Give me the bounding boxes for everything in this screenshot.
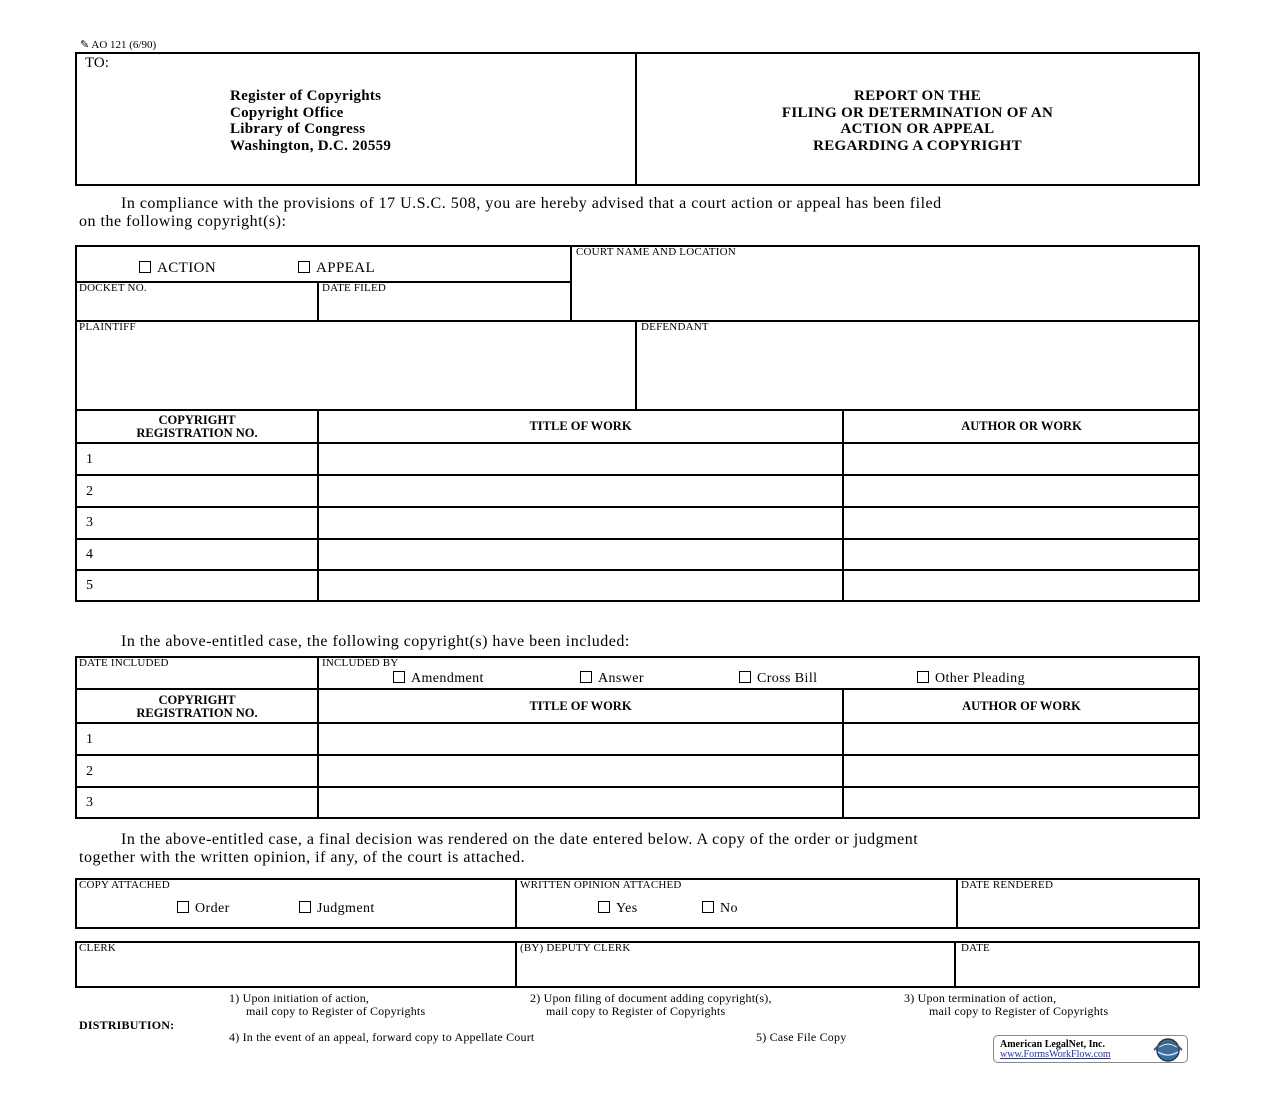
publisher-name: American LegalNet, Inc.: [1000, 1039, 1105, 1050]
address-line: Washington, D.C. 20559: [230, 137, 392, 154]
checkbox-icon: [580, 671, 592, 683]
checkbox-icon: [298, 261, 310, 273]
date-field[interactable]: DATE: [961, 942, 990, 954]
to-label: TO:: [85, 55, 109, 71]
col-author: AUTHOR OR WORK: [961, 419, 1082, 433]
date-rendered-field[interactable]: DATE RENDERED: [961, 879, 1054, 891]
checkbox-icon: [177, 901, 189, 913]
cross-bill-checkbox[interactable]: Cross Bill: [739, 671, 817, 687]
publisher-url[interactable]: www.FormsWorkFlow.com: [1000, 1049, 1111, 1060]
clerk-field[interactable]: CLERK: [79, 942, 117, 954]
col-author: AUTHOR OF WORK: [962, 699, 1081, 713]
distribution-item: 4) In the event of an appeal, forward copy to Appellate Court: [229, 1030, 535, 1044]
checkbox-icon: [739, 671, 751, 683]
plaintiff-field[interactable]: PLAINTIFF: [79, 321, 136, 333]
address-line: Library of Congress: [230, 121, 366, 137]
deputy-clerk-field[interactable]: (BY) DEPUTY CLERK: [520, 942, 631, 954]
distribution-label: DISTRIBUTION:: [79, 1018, 175, 1032]
distribution-item: 3) Upon termination of action, mail copy to Register of Copyrights: [904, 991, 1109, 1018]
table-row-number: 1: [86, 732, 93, 747]
table-row-number: 5: [86, 578, 93, 593]
checkbox-icon: [598, 901, 610, 913]
checkbox-icon: [299, 901, 311, 913]
address-line: Register of Copyrights: [230, 88, 382, 104]
col-title-of-work: TITLE OF WORK: [529, 419, 632, 433]
decision-text: In the above-entitled case, a final decision was rendered on the date entered below. A copy of the order or judgment together with the written opinion, if any, of the court is attached.: [79, 831, 919, 866]
globe-icon: [1151, 1037, 1185, 1063]
address-block: [230, 88, 391, 154]
table-row-number: 3: [86, 795, 93, 810]
answer-checkbox[interactable]: Answer: [580, 671, 644, 687]
table-row-number: 2: [86, 484, 93, 499]
distribution-item: 2) Upon filing of document adding copyright(s), mail copy to Register of Copyrights: [530, 991, 772, 1018]
address-line: Copyright Office: [230, 104, 344, 121]
date-included-field[interactable]: DATE INCLUDED: [79, 657, 169, 669]
compliance-text: In compliance with the provisions of 17 U.S.C. 508, you are hereby advised that a court action or appeal has been filed on the following copyright(s):: [79, 195, 942, 230]
judgment-checkbox[interactable]: Judgment: [299, 901, 375, 917]
appeal-checkbox[interactable]: APPEAL: [298, 260, 375, 277]
amendment-checkbox[interactable]: Amendment: [393, 671, 484, 687]
included-by-label: INCLUDED BY: [322, 657, 399, 669]
table-row-number: 2: [86, 764, 93, 779]
checkbox-icon: [139, 261, 151, 273]
no-checkbox[interactable]: No: [702, 901, 738, 917]
table-row-number: 1: [86, 452, 93, 467]
col-registration-no: COPYRIGHT REGISTRATION NO.: [136, 413, 258, 440]
distribution-item: 5) Case File Copy: [756, 1030, 847, 1044]
copy-attached-label: COPY ATTACHED: [79, 879, 170, 891]
report-title: REPORT ON THE FILING OR DETERMINATION OF AN ACTION OR APPEAL REGARDING A COPYRIGHT: [781, 88, 1054, 154]
table-row-number: 3: [86, 515, 93, 530]
action-checkbox[interactable]: ACTION: [139, 260, 216, 277]
docket-no-field[interactable]: DOCKET NO.: [79, 282, 147, 294]
form-code: ✎ AO 121 (6/90): [80, 39, 157, 51]
date-filed-field[interactable]: DATE FILED: [322, 282, 387, 294]
col-registration-no: COPYRIGHT REGISTRATION NO.: [136, 693, 258, 720]
opinion-attached-label: WRITTEN OPINION ATTACHED: [520, 879, 682, 891]
checkbox-icon: [917, 671, 929, 683]
court-name-field[interactable]: COURT NAME AND LOCATION: [576, 246, 736, 258]
defendant-field[interactable]: DEFENDANT: [641, 321, 709, 333]
checkbox-icon: [702, 901, 714, 913]
signature-box: [75, 941, 1200, 988]
yes-checkbox[interactable]: Yes: [598, 901, 638, 917]
publisher-badge: [993, 1035, 1188, 1063]
table-row-number: 4: [86, 547, 93, 562]
order-checkbox[interactable]: Order: [177, 901, 230, 917]
included-text: In the above-entitled case, the following copyright(s) have been included:: [121, 633, 630, 650]
col-title-of-work: TITLE OF WORK: [529, 699, 632, 713]
pencil-icon: ✎: [80, 39, 90, 51]
other-pleading-checkbox[interactable]: Other Pleading: [917, 671, 1025, 687]
checkbox-icon: [393, 671, 405, 683]
distribution-item: 1) Upon initiation of action, mail copy to Register of Copyrights: [229, 991, 426, 1018]
